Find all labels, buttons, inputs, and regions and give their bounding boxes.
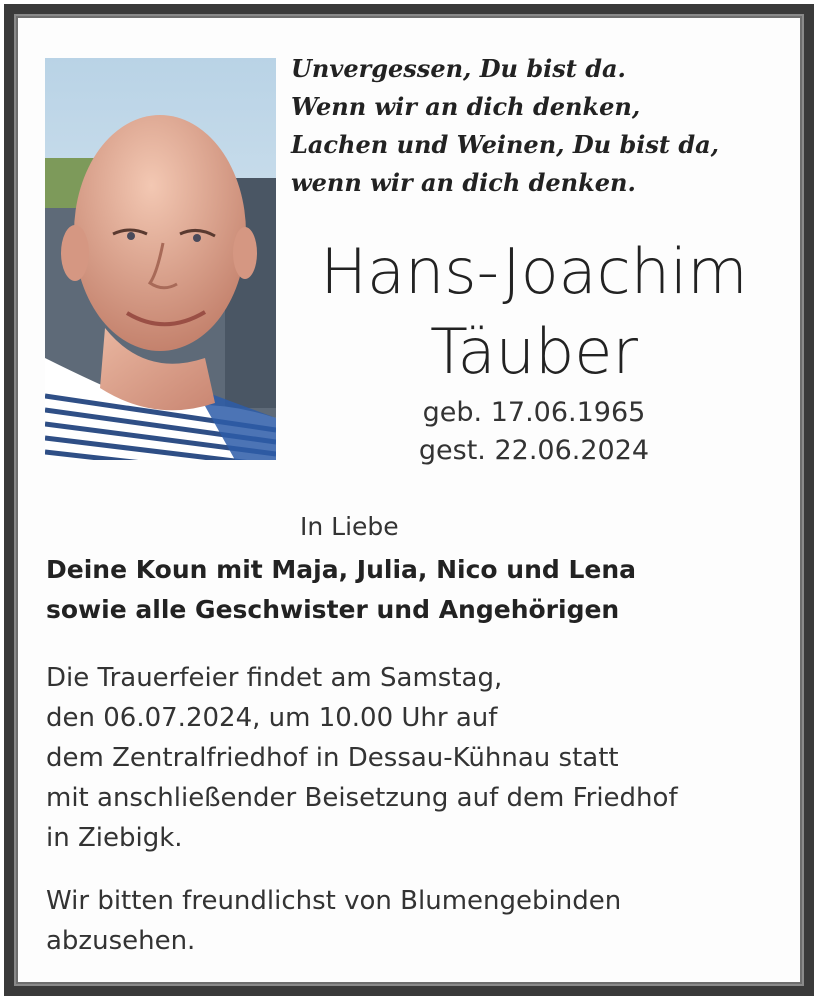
request-line: abzusehen. xyxy=(46,926,196,956)
birth-date: geb. 17.06.1965 xyxy=(422,397,646,428)
flower-request xyxy=(46,881,786,961)
ceremony-info xyxy=(46,658,786,858)
life-dates xyxy=(286,394,782,470)
mourner-line: sowie alle Geschwister und Angehörigen xyxy=(46,595,620,624)
mourners-list xyxy=(46,550,786,630)
poem-line: wenn wir an dich denken. xyxy=(291,168,636,197)
ceremony-line: dem Zentralfriedhof in Dessau-Kühnau statt xyxy=(46,743,619,773)
poem-line: Wenn wir an dich denken, xyxy=(291,92,641,121)
poem-line: Unvergessen, Du bist da. xyxy=(291,54,626,83)
memorial-poem xyxy=(291,50,791,202)
ceremony-line: Die Trauerfeier findet am Samstag, xyxy=(46,663,503,693)
deceased-name xyxy=(286,232,782,392)
last-name: Täuber xyxy=(430,315,638,388)
in-love-intro: In Liebe xyxy=(300,512,399,541)
request-line: Wir bitten freundlichst von Blumengebinden xyxy=(46,886,622,916)
mourner-line: Deine Koun mit Maja, Julia, Nico und Lena xyxy=(46,555,637,584)
portrait-photo xyxy=(45,58,276,460)
ceremony-line: den 06.07.2024, um 10.00 Uhr auf xyxy=(46,703,498,733)
first-name: Hans-Joachim xyxy=(320,235,748,308)
ceremony-line: mit anschließender Beisetzung auf dem Friedhof xyxy=(46,783,678,813)
death-date: gest. 22.06.2024 xyxy=(418,435,650,466)
ceremony-line: in Ziebigk. xyxy=(46,823,183,853)
poem-line: Lachen und Weinen, Du bist da, xyxy=(291,130,720,159)
